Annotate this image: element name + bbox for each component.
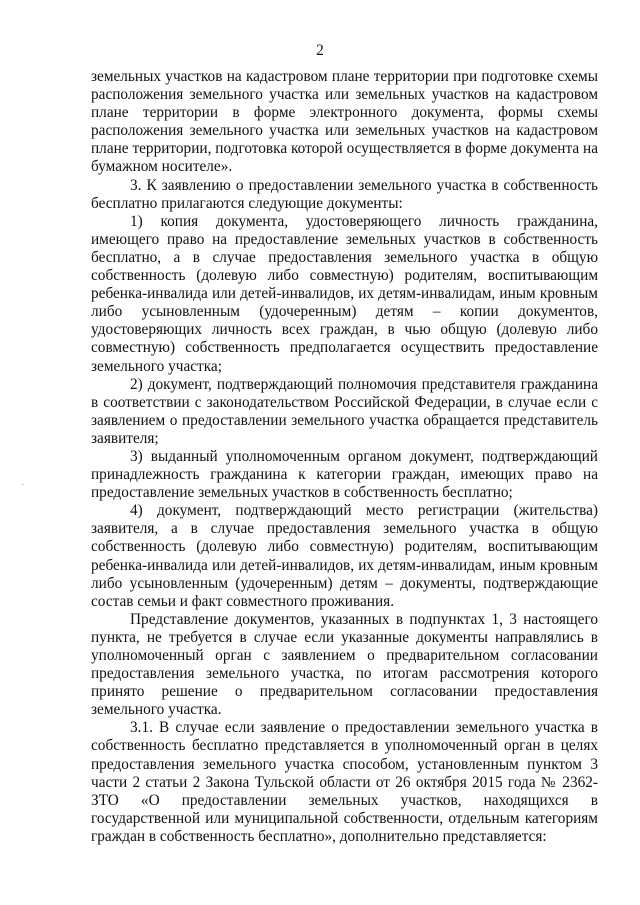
paragraph-item-3: 3. К заявлению о предоставлении земельного участка в собственность бесплатно прилагаются следующие документы: xyxy=(91,176,598,212)
paragraph-subitem-2: 2) документ, подтверждающий полномочия представителя гражданина в соответствии с законодательством Российской Федерации, в случае если с заявлением о предоставлении земельного участка обращается представитель заявителя; xyxy=(91,375,598,447)
document-body xyxy=(91,68,598,846)
paragraph-subitem-1: 1) копия документа, удостоверяющего личность гражданина, имеющего право на предоставление земельных участков в собственность бесплатно, а в случае предоставления земельного участка в общую собственность (долевую либо совместную) родителям, воспитывающим ребенка-инвалида или детей-инвалидов, их детям-инвалидам, иным кровным либо усыновленным (удочеренным) детям – копии документов, удостоверяющих личность всех граждан, в чью общую (долевую либо совместную) собственность предполагается осуществить предоставление земельного участка; xyxy=(91,212,598,375)
paragraph-item-3-1: 3.1. В случае если заявление о предоставлении земельного участка в собственность бесплатно представляется в уполномоченный орган в целях предоставления земельного участка способом, установленным пунктом 3 части 2 статьи 2 Закона Тульской области от 26 октября 2015 года № 2362-ЗТО «О предоставлении земельных участков, находящихся в государственной или муниципальной собственности, отдельным категориям граждан в собственность бесплатно», дополнительно представляется: xyxy=(91,719,598,845)
margin-speck: · xyxy=(21,480,25,491)
paragraph-subitem-3: 3) выданный уполномоченным органом документ, подтверждающий принадлежность гражданина к категории граждан, имеющих право на предоставление земельных участков в собственность бесплатно; xyxy=(91,447,598,502)
paragraph-note: Представление документов, указанных в подпунктах 1, 3 настоящего пункта, не требуется в случае если указанные документы направлялись в уполномоченный орган с заявлением о предварительном согласовании предоставления земельного участка, по итогам рассмотрения которого принято решение о предварительном согласовании предоставления земельного участка. xyxy=(91,610,598,719)
page-number: 2 xyxy=(316,42,324,59)
paragraph-continuation: земельных участков на кадастровом плане территории при подготовке схемы расположения земельного участка или земельных участков на кадастровом плане территории в форме электронного документа, формы схемы расположения земельного участка или земельных участков на кадастровом плане территории, подготовка которой осуществляется в форме документа на бумажном носителе». xyxy=(91,68,598,176)
paragraph-subitem-4: 4) документ, подтверждающий место регистрации (жительства) заявителя, а в случае предоставления земельного участка в общую собственность (долевую либо совместную) родителям, воспитывающим ребенка-инвалида или детей-инвалидов, их детям-инвалидам, иным кровным либо усыновленным (удочеренным) детям – документы, подтверждающие состав семьи и факт совместного проживания. xyxy=(91,502,598,610)
